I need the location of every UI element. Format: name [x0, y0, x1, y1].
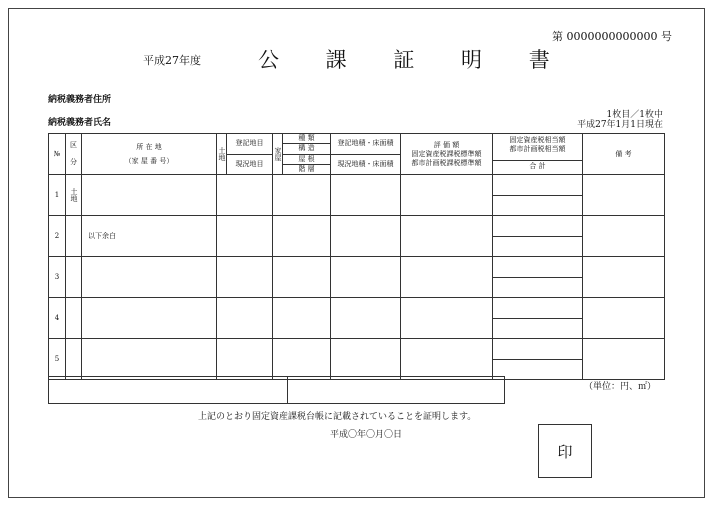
row-remarks-cell — [583, 298, 665, 339]
as-of-date: 平成27年1月1日現在 — [577, 120, 663, 130]
row-location — [82, 175, 217, 216]
header-category — [66, 134, 82, 175]
summary-box-left — [48, 376, 288, 404]
row-no: 3 — [49, 257, 66, 298]
row-house-cell — [273, 216, 331, 257]
unit-note: （単位：円、㎡） — [584, 382, 657, 392]
row-no: 1 — [49, 175, 66, 216]
header-category-top: 区 — [70, 141, 77, 149]
header-house-number: （家 屋 番 号） — [124, 156, 174, 165]
row-category — [66, 339, 82, 380]
row-no: 4 — [49, 298, 66, 339]
tax-certificate-table — [48, 133, 665, 380]
header-house-attributes — [283, 134, 331, 175]
row-category — [66, 257, 82, 298]
header-registered-land-category: 登記地目 — [227, 134, 272, 155]
taxpayer-address-label: 納税義務者住所 — [48, 95, 112, 105]
header-tax-amounts — [493, 134, 583, 175]
seal-label: 印 — [557, 442, 573, 461]
row-tax-cell — [493, 175, 583, 216]
header-category-bottom: 分 — [70, 158, 77, 166]
page-count: 1枚目／1枚中 — [606, 110, 663, 120]
table-row — [49, 339, 665, 380]
row-land-cell — [217, 298, 273, 339]
row-area-cell — [331, 175, 401, 216]
row-remarks-cell — [583, 257, 665, 298]
row-land-cell — [217, 339, 273, 380]
row-land-cell — [217, 216, 273, 257]
taxpayer-name-label: 納税義務者氏名 — [48, 118, 112, 128]
row-area-cell — [331, 339, 401, 380]
header-city-planning-tax-amount: 都市計画税相当額 — [509, 145, 566, 153]
row-area-cell — [331, 216, 401, 257]
table-header-row — [49, 134, 665, 175]
row-category — [66, 216, 82, 257]
row-location: 以下余白 — [82, 216, 217, 257]
table-row — [49, 298, 665, 339]
row-valuation-cell — [401, 216, 493, 257]
header-house: 家屋 — [273, 134, 283, 175]
row-remarks-cell — [583, 175, 665, 216]
table-row — [49, 175, 665, 216]
row-area-cell — [331, 257, 401, 298]
summary-box-right — [287, 376, 505, 404]
header-floors: 階 層 — [298, 164, 315, 173]
header-tax-amount-labels — [493, 134, 582, 161]
header-area-registered: 登記地積・床面積 — [331, 134, 400, 155]
header-total: 合 計 — [529, 162, 546, 170]
row-house-cell — [273, 339, 331, 380]
row-valuation-cell — [401, 298, 493, 339]
header-city-planning-tax-base: 都市計画税課税標準額 — [411, 158, 482, 167]
table-row — [49, 216, 665, 257]
document-number: 第 0000000000000 号 — [552, 30, 672, 43]
header-land-category — [227, 134, 273, 175]
official-seal-box — [538, 424, 592, 478]
row-valuation-cell — [401, 339, 493, 380]
row-category — [66, 298, 82, 339]
header-valuation — [401, 134, 493, 175]
row-no: 2 — [49, 216, 66, 257]
header-no: № — [49, 134, 66, 175]
header-fixed-asset-tax-amount: 固定資産税相当額 — [509, 136, 566, 144]
header-location — [82, 134, 217, 175]
row-valuation-cell — [401, 175, 493, 216]
row-remarks-cell — [583, 216, 665, 257]
row-remarks-cell — [583, 339, 665, 380]
page-info — [577, 110, 663, 130]
header-fixed-asset-tax-base: 固定資産税課税標準額 — [411, 149, 482, 158]
table-row — [49, 257, 665, 298]
header-roof: 屋 根 — [283, 155, 330, 165]
row-house-cell — [273, 257, 331, 298]
row-location — [82, 298, 217, 339]
row-location — [82, 257, 217, 298]
row-tax-cell — [493, 257, 583, 298]
header-valuation-label: 評 価 額 — [433, 140, 460, 149]
issue-date: 平成〇年〇月〇日 — [330, 430, 403, 440]
row-land-cell — [217, 257, 273, 298]
row-house-cell — [273, 175, 331, 216]
row-tax-cell — [493, 298, 583, 339]
row-category: 土地 — [66, 175, 82, 216]
header-location-label: 所 在 地 — [136, 142, 162, 151]
header-area-current: 現況地積・床面積 — [337, 159, 394, 168]
row-valuation-cell — [401, 257, 493, 298]
row-land-cell — [217, 175, 273, 216]
certification-statement: 上記のとおり固定資産課税台帳に記載されていることを証明します。 — [198, 412, 477, 422]
fiscal-year: 平成27年度 — [143, 54, 201, 67]
header-land: 土地 — [217, 134, 227, 175]
row-house-cell — [273, 298, 331, 339]
row-tax-cell — [493, 339, 583, 380]
header-remarks: 備 考 — [583, 134, 665, 175]
header-area — [331, 134, 401, 175]
row-no: 5 — [49, 339, 66, 380]
row-location — [82, 339, 217, 380]
row-tax-cell — [493, 216, 583, 257]
document-title: 公 課 証 明 書 — [258, 48, 570, 72]
header-current-land-category: 現況地目 — [235, 159, 264, 168]
header-structure: 構 造 — [283, 144, 330, 154]
row-area-cell — [331, 298, 401, 339]
header-kind: 種 類 — [283, 134, 330, 144]
